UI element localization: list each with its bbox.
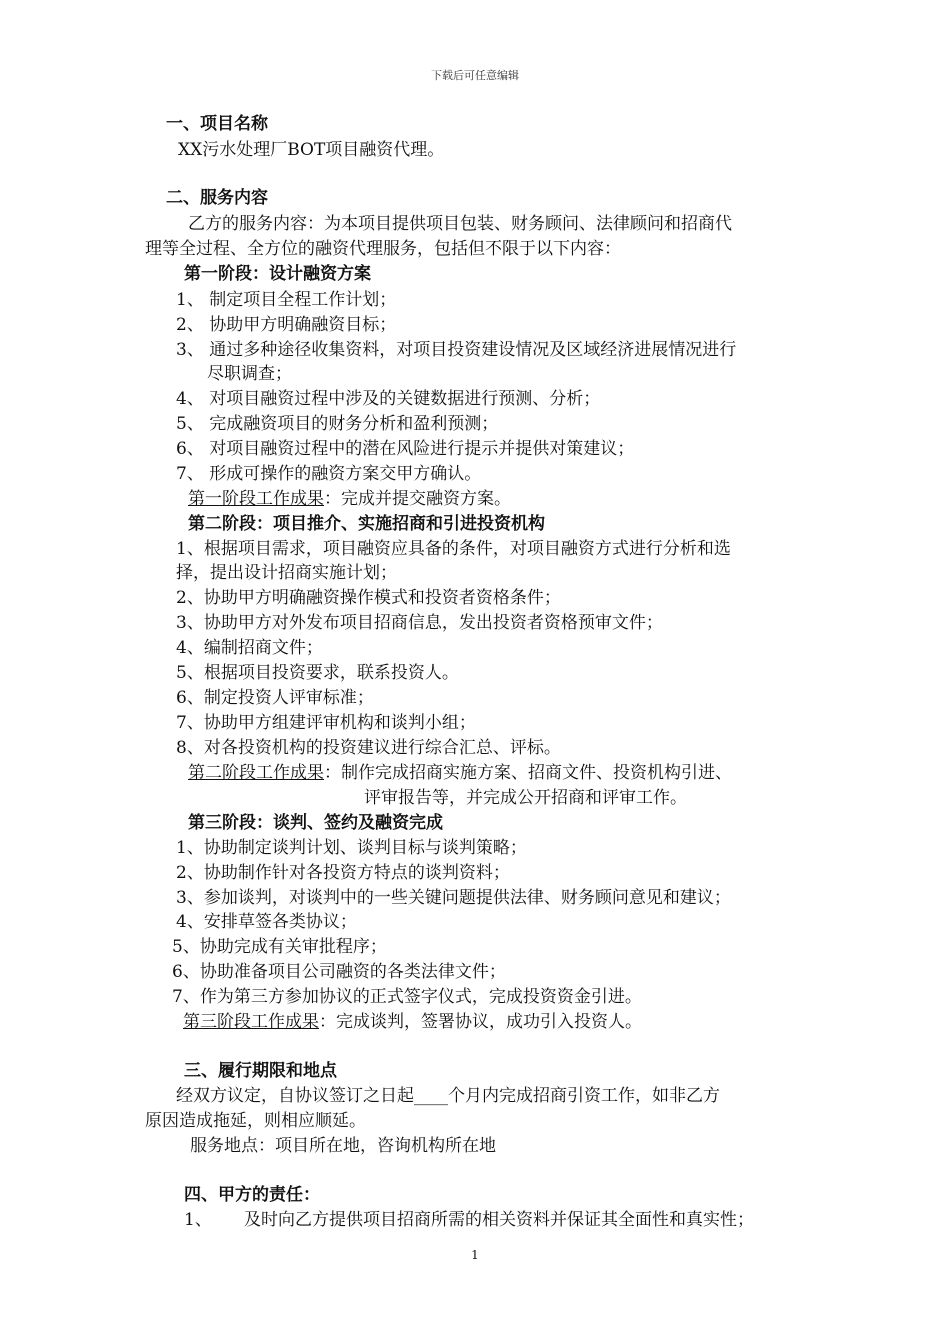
term-text-line-2: 原因造成拖延，则相应顺延。 [145, 1111, 366, 1131]
phase2-item-continuation: 择，提出设计招商实施计划； [176, 563, 397, 583]
phase1-item: 7、 形成可操作的融资方案交甲方确认。 [176, 464, 482, 484]
phase3-result [183, 1012, 642, 1032]
page-number: 1 [471, 1248, 479, 1262]
section-heading-term-place: 三、履行期限和地点 [184, 1061, 337, 1081]
phase2-item: 6、制定投资人评审标准； [176, 688, 374, 708]
phase3-result-label: 第三阶段工作成果 [183, 1012, 319, 1032]
phase1-item-continuation: 尽职调查； [207, 364, 292, 384]
phase3-item: 2、协助制作针对各投资方特点的谈判资料； [176, 863, 510, 883]
service-intro-line-1: 乙方的服务内容：为本项目提供项目包装、财务顾问、法律顾问和招商代 [188, 214, 732, 234]
project-name-text: XX污水处理厂BOT项目融资代理。 [178, 140, 445, 160]
term-text-line-1: 经双方议定，自协议签订之日起____个月内完成招商引资工作，如非乙方 [176, 1086, 720, 1106]
phase3-item: 4、安排草签各类协议； [176, 912, 357, 932]
section-heading-service-content: 二、服务内容 [166, 188, 268, 208]
service-location-text: 服务地点：项目所在地，咨询机构所在地 [190, 1136, 496, 1156]
phase1-item: 1、 制定项目全程工作计划； [176, 290, 397, 310]
phase2-result-continuation: 评审报告等，并完成公开招商和评审工作。 [364, 788, 687, 808]
phase2-item: 3、协助甲方对外发布项目招商信息，发出投资者资格预审文件； [176, 613, 663, 633]
phase2-title: 第二阶段：项目推介、实施招商和引进投资机构 [188, 514, 545, 534]
phase1-result [188, 489, 511, 509]
duty-item-text: 及时向乙方提供项目招商所需的相关资料并保证其全面性和真实性； [244, 1210, 754, 1230]
phase3-result-text: ：完成谈判，签署协议，成功引入投资人。 [319, 1012, 642, 1032]
phase1-result-label: 第一阶段工作成果 [188, 489, 324, 509]
phase3-item: 6、协助准备项目公司融资的各类法律文件； [172, 962, 506, 982]
section-heading-project-name: 一、项目名称 [166, 114, 268, 134]
phase1-result-text: ：完成并提交融资方案。 [324, 489, 511, 509]
phase1-item: 4、 对项目融资过程中涉及的关键数据进行预测、分析； [176, 389, 601, 409]
phase1-title: 第一阶段：设计融资方案 [184, 264, 371, 284]
phase2-item: 7、协助甲方组建评审机构和谈判小组； [176, 713, 476, 733]
duty-item-number: 1、 [184, 1210, 212, 1230]
phase2-result [188, 763, 732, 783]
phase3-title: 第三阶段：谈判、签约及融资完成 [188, 813, 443, 833]
page-header-note: 下载后可任意编辑 [431, 69, 519, 82]
phase1-item: 3、 通过多种途径收集资料，对项目投资建设情况及区域经济进展情况进行 [176, 340, 737, 360]
service-intro-line-2: 理等全过程、全方位的融资代理服务，包括但不限于以下内容： [145, 239, 621, 259]
phase2-item: 4、编制招商文件； [176, 638, 323, 658]
phase3-item: 5、协助完成有关审批程序； [172, 937, 387, 957]
phase2-result-label: 第二阶段工作成果 [188, 763, 324, 783]
phase3-item: 3、参加谈判，对谈判中的一些关键问题提供法律、财务顾问意见和建议； [176, 888, 731, 908]
phase3-item: 7、作为第三方参加协议的正式签字仪式，完成投资资金引进。 [172, 987, 642, 1007]
phase2-result-text: ：制作完成招商实施方案、招商文件、投资机构引进、 [324, 763, 732, 783]
phase2-item: 5、根据项目投资要求，联系投资人。 [176, 663, 459, 683]
phase1-item: 2、 协助甲方明确融资目标； [176, 315, 397, 335]
phase2-item: 8、对各投资机构的投资建议进行综合汇总、评标。 [176, 738, 561, 758]
section-heading-party-a-duties: 四、甲方的责任： [184, 1185, 320, 1205]
phase1-item: 6、 对项目融资过程中的潜在风险进行提示并提供对策建议； [176, 439, 635, 459]
phase1-item: 5、 完成融资项目的财务分析和盈利预测； [176, 414, 499, 434]
phase3-item: 1、协助制定谈判计划、谈判目标与谈判策略； [176, 838, 527, 858]
phase2-item: 1、根据项目需求，项目融资应具备的条件，对项目融资方式进行分析和选 [176, 539, 731, 559]
phase2-item: 2、协助甲方明确融资操作模式和投资者资格条件； [176, 588, 561, 608]
